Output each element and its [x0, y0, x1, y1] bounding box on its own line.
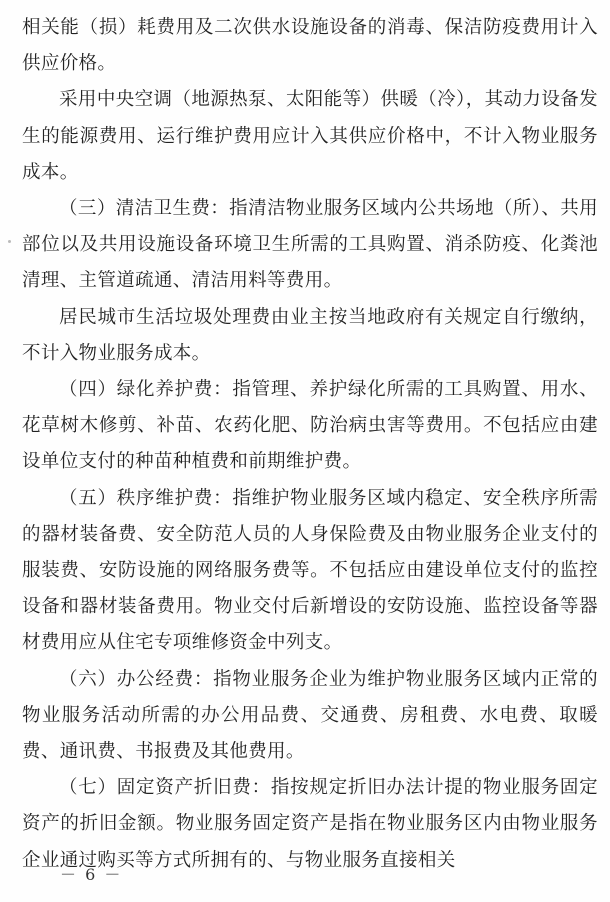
- paragraph-text: 指按规定折旧办法计提的物业服务固定资产的折旧金额。物业服务固定资产是指在物业服务区内由物业服务企业通过购买等方式所拥有的、与物业服务直接相关: [22, 777, 599, 871]
- paragraph-text: 指清洁物业服务区域内公共场地（所）、共用部位以及共用设施设备环境卫生所需的工具购置、消杀防疫、化粪池清理、主管道疏通、清洁用料等费用。: [22, 198, 598, 292]
- paragraph: [22, 662, 598, 771]
- paragraph: [22, 300, 598, 372]
- paragraph: [22, 372, 598, 481]
- paragraph: [22, 481, 598, 662]
- paragraph: [22, 10, 598, 82]
- section-heading: （五）秩序维护费：: [59, 487, 233, 509]
- section-heading: （三）清洁卫生费：: [59, 198, 230, 220]
- page-footer: [0, 862, 610, 882]
- paragraph-text: 相关能（损）耗费用及二次供水设施设备的消毒、保洁防疫费用计入供应价格。: [22, 17, 598, 75]
- body-text: [22, 10, 598, 879]
- paragraph-text: 指维护物业服务区域内稳定、安全秩序所需的器材装备费、安全防范人员的人身保险费及由物业服务企业支付的服装费、安防设施的网络服务费等。不包括应由建设单位支付的监控设备和器材装备费用。物业交付后新增设的安防设施、监控设备等器材费用应从住宅专项维修资金中列支。: [22, 487, 599, 654]
- paragraph-text: 指物业服务企业为维护物业服务区域内正常的物业服务活动所需的办公用品费、交通费、房租费、水电费、取暖费、通讯费、书报费及其他费用。: [22, 668, 598, 763]
- paragraph-text: 指管理、养护绿化所需的工具购置、用水、花草树木修剪、补苗、农药化肥、防治病虫害等费用。不包括应由建设单位支付的种苗种植费和前期维护费。: [22, 379, 599, 473]
- section-heading: （四）绿化养护费：: [59, 379, 233, 401]
- paragraph: [22, 82, 598, 191]
- page-number: － 6 －: [60, 865, 123, 884]
- scan-speck: [8, 240, 11, 243]
- section-heading: （六）办公经费：: [59, 668, 214, 690]
- section-heading: （七）固定资产折旧费：: [59, 777, 271, 799]
- paragraph: [22, 191, 598, 300]
- paragraph-text: 采用中央空调（地源热泵、太阳能等）供暖（冷），其动力设备发生的能源费用、运行维护费用应计入其供应价格中，不计入物业服务成本。: [22, 89, 598, 183]
- paragraph-text: 居民城市生活垃圾处理费由业主按当地政府有关规定自行缴纳，不计入物业服务成本。: [22, 306, 598, 364]
